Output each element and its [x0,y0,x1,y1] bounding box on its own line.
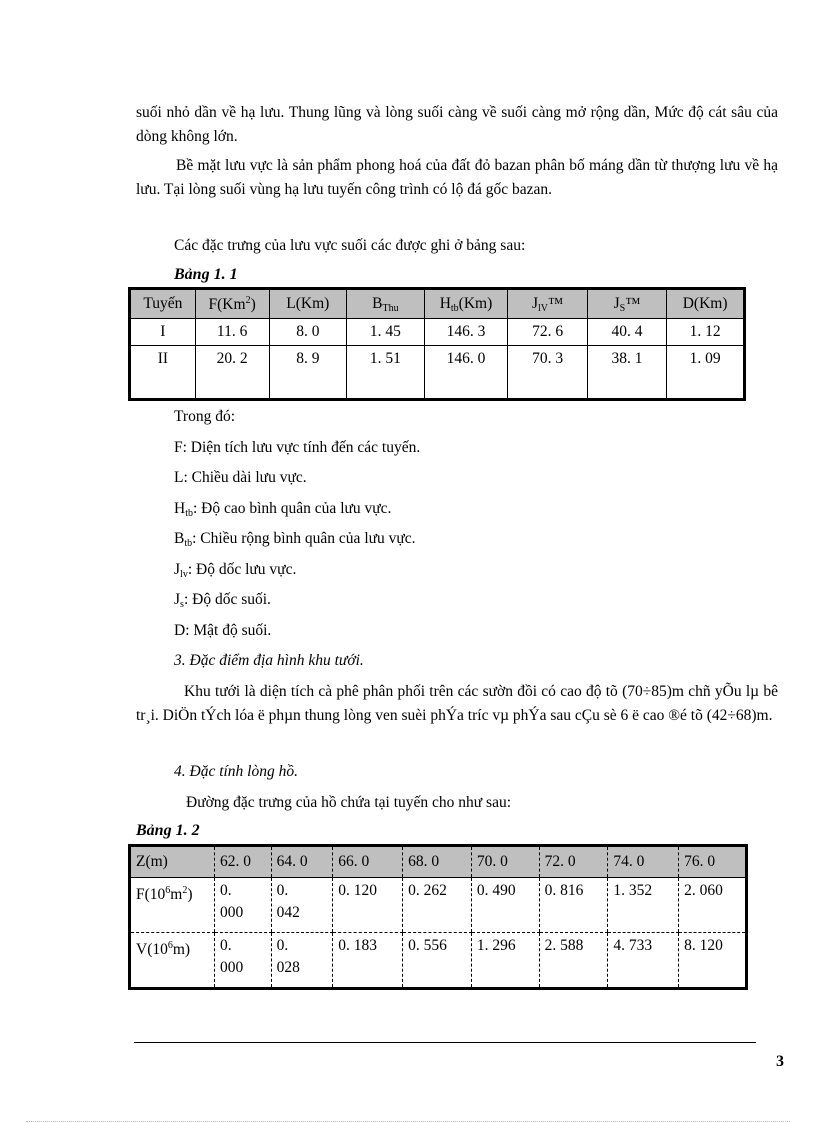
table-2 [128,844,748,990]
table-row [130,878,747,933]
table-cell: 0. 262 [403,878,472,933]
table-cell: 40. 4 [587,319,666,346]
table-cell: 0. 120 [333,878,403,933]
note-f: F: Diện tích lưu vực tính đến các tuyến. [174,439,421,456]
note-h: $H_{tb}$: Độ cao bình quân của lưu vực. [174,500,392,519]
notes-intro: Trong đó: [174,408,236,425]
table-cell: 0. 000 [214,933,271,989]
table1-caption: Bảng 1. 1 [174,266,238,283]
table1-header-l: L(Km) [269,289,347,319]
note-d: D: Mật độ suối. [174,622,272,639]
table2-header-cell: 70. 0 [471,846,539,878]
table-cell: 1. 296 [471,933,539,989]
table2-header-cell: 76. 0 [679,846,747,878]
table1-header-jlv: $J_{lV}™$ [508,289,588,319]
footer-divider [134,1042,756,1043]
table-cell: 72. 6 [508,319,588,346]
table-cell: 2. 060 [679,878,747,933]
table-cell: 0. 042 [271,878,333,933]
table-1 [128,287,746,401]
note-js: $J_s$: Độ dốc suối. [174,591,271,610]
table-cell: 0. 028 [271,933,333,989]
table-cell: 1. 12 [667,319,745,346]
table1-header-js: $J_S™$ [587,289,666,319]
table-cell: 11. 6 [195,319,269,346]
table1-header-d: D(Km) [667,289,745,319]
table-cell: 146. 3 [424,319,508,346]
table1-header-row [130,289,745,319]
table-cell: 0. 816 [539,878,608,933]
table-cell: 0. 000 [214,878,271,933]
table2-header-cell: 64. 0 [271,846,333,878]
table2-row-label-f: $F(10^6m^2)$ [130,878,215,933]
table-cell: I [130,319,196,346]
table2-header-row [130,846,747,878]
table1-header-tuyen: Tuyến [130,289,196,319]
table-cell: 8. 9 [269,346,347,400]
table-cell: 1. 45 [347,319,424,346]
table-cell: 38. 1 [587,346,666,400]
note-jlv: $J_{lv}$: Độ dốc lưu vực. [174,561,297,580]
table1-header-h: $H_{tb}(Km)$ [424,289,508,319]
table2-header-cell: 74. 0 [608,846,679,878]
table1-header-f: F(Km$^2$) [195,289,269,319]
section4-body: Đường đặc trưng của hồ chứa tại tuyến cho như sau: [186,794,512,811]
note-b: $B_{tb}$: Chiều rộng bình quân của lưu vực. [174,530,416,549]
table-cell: 4. 733 [608,933,679,989]
page-bottom-dotted-border [26,1121,790,1122]
table-cell: 0. 490 [471,878,539,933]
table1-header-b: $B_{Thu}$ [347,289,424,319]
page-number: 3 [776,1053,784,1070]
table2-header-cell: 68. 0 [403,846,472,878]
table-row [130,933,747,989]
section4-heading: 4. Đặc tính lòng hồ. [174,763,298,780]
table-row [130,319,745,346]
table-cell: 1. 352 [608,878,679,933]
table-cell: 0. 556 [403,933,472,989]
paragraph-3: Các đặc trưng của lưu vực suối các được ghi ở bảng sau: [174,237,526,254]
table2-header-cell: 72. 0 [539,846,608,878]
note-l: L: Chiều dài lưu vực. [174,469,307,486]
table-cell: 1. 51 [347,346,424,400]
table2-header-z: Z(m) [130,846,215,878]
section3-heading: 3. Đặc điểm địa hình khu tưới. [174,652,364,669]
table-cell: 70. 3 [508,346,588,400]
paragraph-2: Bề mặt lưu vực là sản phẩm phong hoá của đất đỏ bazan phân bố máng dần từ thượng lưu về hạ lưu. Tại lòng suối vùng hạ lưu tuyến công trình có lộ đá gốc bazan. [136,157,778,198]
table2-row-label-v: $V(10^6m)$ [136,940,191,958]
table-cell: 8. 120 [679,933,747,989]
table-cell: 20. 2 [195,346,269,400]
table-cell: 146. 0 [424,346,508,400]
table-cell: 2. 588 [539,933,608,989]
table2-header-cell: 66. 0 [333,846,403,878]
table-cell: 1. 09 [667,346,745,400]
table-row [130,346,745,400]
table2-caption: Bảng 1. 2 [136,822,200,839]
paragraph-1: suối nhỏ dần về hạ lưu. Thung lũng và lòng suối càng về suối càng mở rộng dần, Mức độ cát sâu của dòng không lớn. [136,104,778,145]
section3-body: Khu tưới là diện tích cà phê phân phối trên các sườn đồi có cao độ tõ (70÷85)m chñ yÕu lµ bê tr¸i. DiÖn tÝch lóa ë phµn thung lòng ven suèi phÝa tríc vµ phÝa sau cÇu sè 6 ë cao ®é tõ (42÷68)m. [136,683,778,724]
table-cell: II [130,346,196,400]
table-cell: 0. 183 [333,933,403,989]
table2-header-cell: 62. 0 [214,846,271,878]
table-cell: 8. 0 [269,319,347,346]
